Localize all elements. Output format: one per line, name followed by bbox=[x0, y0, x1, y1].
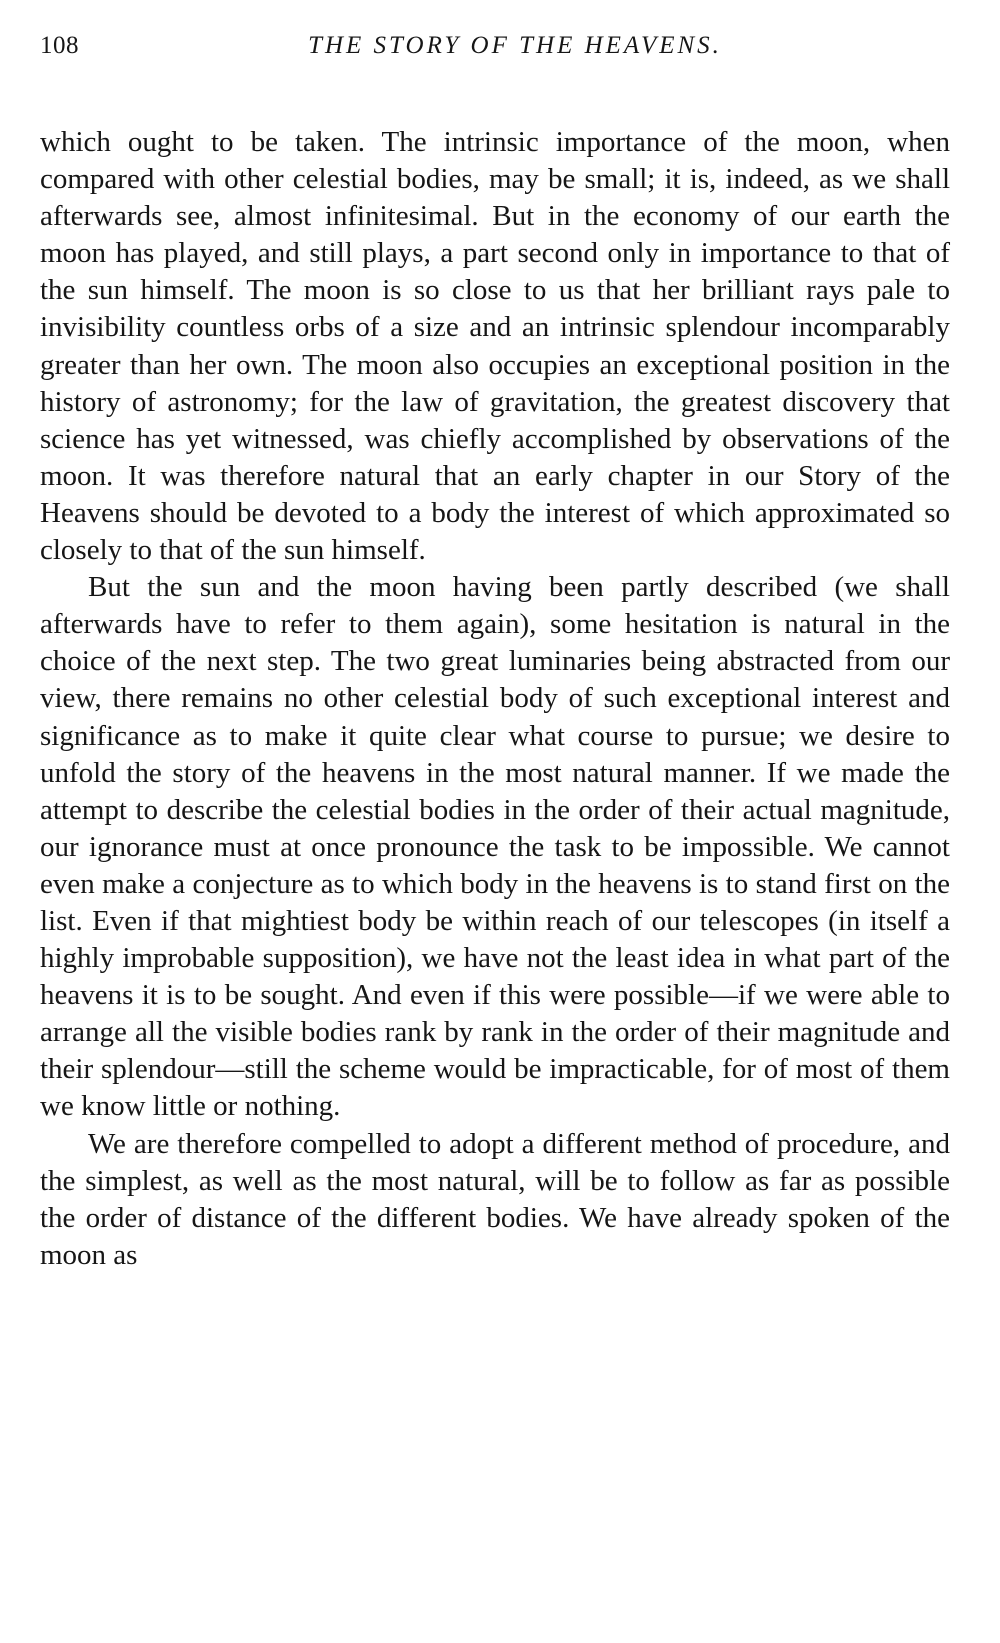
body-text bbox=[40, 124, 950, 1274]
running-title: THE STORY OF THE HEAVENS. bbox=[308, 32, 722, 59]
paragraph-continuation: which ought to be taken. The intrinsic importance of the moon, when compared with other celestial bodies, may be small; it is, indeed, as we shall afterwards see, almost infinitesimal. But in the economy of our earth the moon has played, and still plays, a part second only in importance to that of the sun himself. The moon is so close to us that her brilliant rays pale to invisibility countless orbs of a size and an intrinsic splendour incomparably greater than her own. The moon also occupies an exceptional position in the history of astronomy; for the law of gravitation, the greatest discovery that science has yet witnessed, was chiefly accomplished by observations of the moon. It was therefore natural that an early chapter in our Story of the Heavens should be devoted to a body the interest of which approximated so closely to that of the sun himself. bbox=[40, 126, 950, 567]
paragraph-method: We are therefore compelled to adopt a different method of procedure, and the simplest, as well as the most natural, will be to follow as far as possible the order of distance of the different bodies. We have already spoken of the moon as bbox=[40, 1127, 950, 1271]
page-header bbox=[40, 28, 950, 72]
paragraph-hesitation: But the sun and the moon having been partly described (we shall afterwards have to refer to them again), some hesitation is natural in the choice of the next step. The two great luminaries being abstracted from our view, there remains no other celestial body of such exceptional interest and significance as to make it quite clear what course to pursue; we desire to unfold the story of the heavens in the most natural manner. If we made the attempt to describe the celestial bodies in the order of their actual magnitude, our ignorance must at once pronounce the task to be impossible. We cannot even make a conjecture as to which body in the heavens is to stand first on the list. Even if that mightiest body be within reach of our telescopes (in itself a highly improbable supposition), we have not the least idea in what part of the heavens it is to be sought. And even if this were possible—if we were able to arrange all the visible bodies rank by rank in the order of their magnitude and their splendour—still the scheme would be impracticable, for of most of them we know little or nothing. bbox=[40, 571, 950, 1123]
page-number: 108 bbox=[40, 32, 79, 59]
book-page bbox=[40, 28, 950, 1274]
